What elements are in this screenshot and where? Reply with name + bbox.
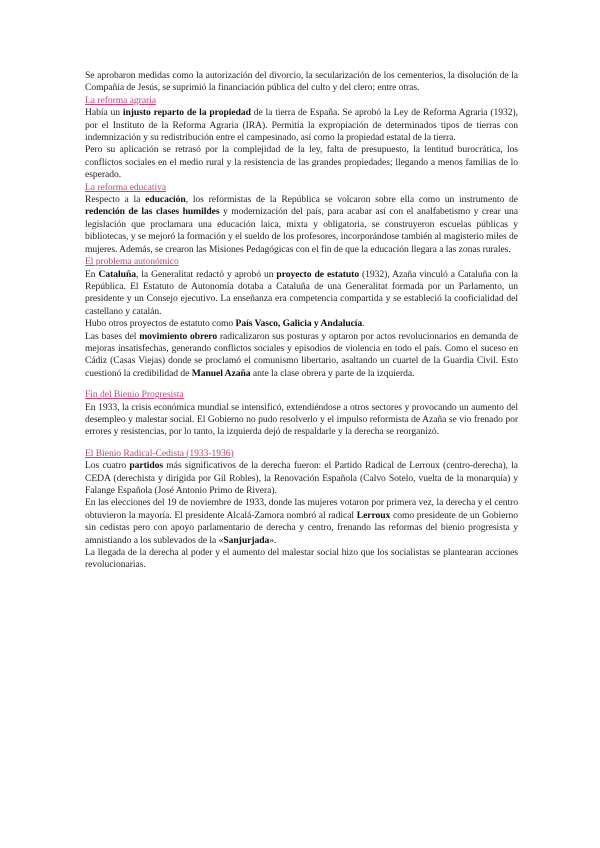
radical-cedista-paragraph-1: Los cuatro partidos más significativos de la derecha fueron: el Partido Radical de Lerroux (centro-derecha), la CEDA (derechista y dirigida por Gil Robles), la Renovación Española (Calvo Sotelo, vuelta de la monarquía) y Falange Española (José Antonio Primo de Rivera).: [85, 460, 518, 496]
radical-cedista-paragraph-2: En las elecciones del 19 de noviembre de 1933, donde las mujeres votaron por primera vez, la derecha y el centro obtuvieron la mayoría. El presidente Alcalá-Zamora nombró al radical Lerroux como presidente de un Gobierno sin cedistas pero con apoyo parlamentario de derecha y centro, frenando las reformas del bienio progresista y amnistiando a los sublevados de la «Sanjurjada».: [85, 497, 518, 546]
bold-term: Sanjurjada: [223, 534, 270, 546]
intro-paragraph: Se aprobaron medidas como la autorización del divorcio, la secularización de los cementerios, la disolución de la Compañía de Jesús, se suprimió la financiación pública del culto y del clero; entre otras.: [85, 70, 518, 94]
heading-bienio-radical-cedista: El Bienio Radical-Cedista (1933-1936): [85, 447, 234, 459]
bold-term: Lerroux: [356, 509, 391, 521]
bold-term: Manuel Azaña: [191, 367, 251, 379]
heading-reforma-agraria: La reforma agraria: [85, 94, 157, 106]
heading-problema-autonomico: El problema autonómico: [85, 256, 179, 268]
bold-term: proyecto de estatuto: [276, 268, 360, 280]
document-body: [85, 70, 518, 572]
bold-term: educación: [145, 194, 186, 206]
bold-term: injusto reparto de la propiedad: [122, 107, 251, 119]
heading-fin-bienio-progresista: Fin del Bienio Progresista: [85, 389, 184, 401]
bold-term: Cataluña: [98, 268, 136, 280]
radical-cedista-paragraph-3: La llegada de la derecha al poder y el aumento del malestar social hizo que los socialistas se plantearan acciones revolucionarias.: [85, 547, 518, 571]
educativa-paragraph: Respecto a la educación, los reformistas de la República se volcaron sobre ella como un instrumento de redención de las clases humildes y modernización del país, para acabar así con el analfabetismo y crear una legislación que proclamara una educación laica, mixta y obligatoria, se construyeron escuelas públicas y bibliotecas, y se mejoró la formación y el sueldo de los profesores, incorporándose también al magisterio miles de mujeres. Además, se crearon las Misiones Pedagógicas con el fin de que la educación llegara a las zonas rurales.: [85, 194, 518, 255]
bold-term: País Vasco, Galicia y Andalucía: [235, 318, 363, 330]
autonomico-paragraph-3: Las bases del movimiento obrero radicalizaron sus posturas y optaron por actos revolucionarios en demanda de mejoras insatisfechas, generando conflictos sociales y episodios de violencia en todo el país. Como el suceso en Cádiz (Casas Viejas) donde se proclamó el comunismo libertario, asaltando un cuartel de la Guardia Civil. Esto cuestionó la credibilidad de Manuel Azaña ante la clase obrera y parte de la izquierda.: [85, 330, 518, 379]
bold-term: partidos: [129, 460, 164, 472]
bold-term: redención de las clases humildes: [85, 206, 220, 218]
heading-reforma-educativa: La reforma educativa: [85, 181, 167, 193]
fin-bienio-paragraph: En 1933, la crisis económica mundial se intensificó, extendiéndose a otros sectores y provocando un aumento del desempleo y malestar social. El Gobierno no pudo resolverlo y el impulso reformista de Azaña se vio frenado por errores y resistencias, por lo tanto, la izquierda dejó de respaldarle y la derecha se reorganizó.: [85, 401, 518, 438]
agraria-paragraph-1: Había un injusto reparto de la propiedad de la tierra de España. Se aprobó la Ley de Reforma Agraria (1932), por el Instituto de la Reforma Agraria (IRA). Permitía la expropiación de determinados tipos de tierras con indemnización y su redistribución entre el campesinado, así como la propiedad estatal de la tierra.: [85, 107, 518, 144]
spacer: [85, 380, 518, 389]
autonomico-paragraph-1: En Cataluña, la Generalitat redactó y aprobó un proyecto de estatuto (1932), Azaña vinculó a Cataluña con la República. El Estatuto de Autonomía dotaba a Cataluña de una Generalitat formada por un Parlamento, un presidente y un Consejo ejecutivo. La enseñanza era competencia compartida y se estableció la cooficialidad del castellano y catalán.: [85, 268, 519, 317]
agraria-paragraph-2: Pero su aplicación se retrasó por la complejidad de la ley, falta de presupuesto, la lentitud burocrática, los conflictos sociales en el medio rural y la resistencia de las grandes propiedades; llegando a menos familias de lo esperado.: [85, 144, 518, 181]
autonomico-paragraph-2: Hubo otros proyectos de estatuto como País Vasco, Galicia y Andalucía.: [85, 318, 365, 330]
spacer: [85, 439, 518, 448]
bold-term: movimiento obrero: [139, 330, 218, 342]
